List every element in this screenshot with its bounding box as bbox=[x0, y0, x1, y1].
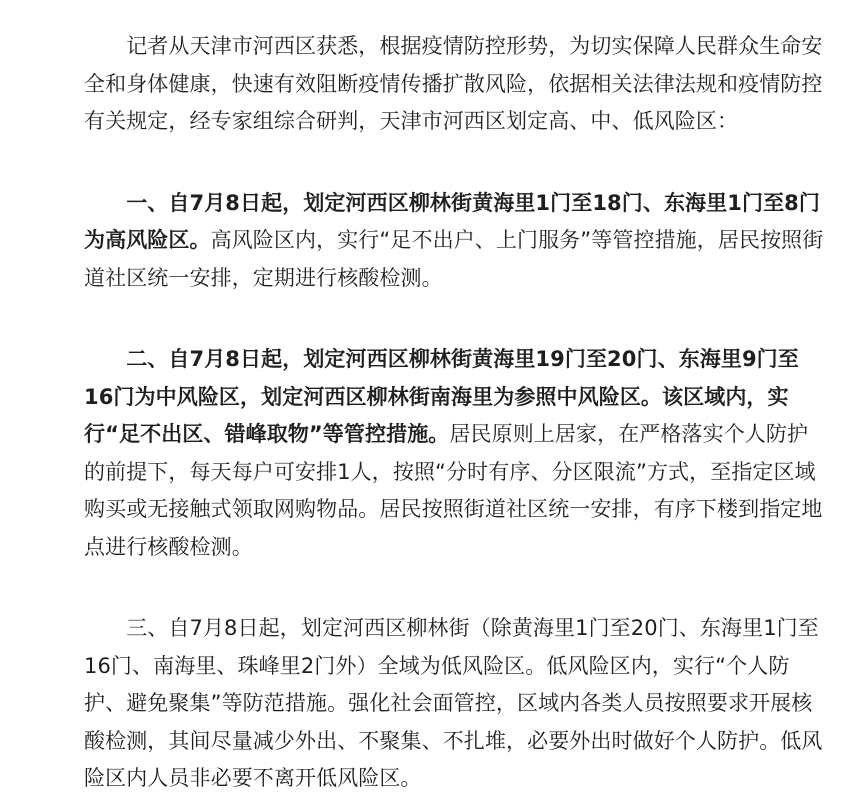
high-risk-text: 高风险区内，实行“足不出户、上门服务”等管控措施，居民按照街道社区统一安排，定期进行核酸检测。 bbox=[84, 228, 824, 290]
high-risk-paragraph bbox=[84, 185, 824, 298]
intro-paragraph bbox=[84, 28, 824, 141]
medium-risk-heading: 二、自7月8日起，划定河西区柳林街黄海里19门至20门、东海里9门至16门为中风险区，划定河西区柳林街南海里为参照中风险区。该区域内，实行“足不出区、错峰取物”等管控措施。 bbox=[84, 347, 799, 446]
paragraph-gap bbox=[84, 141, 824, 185]
medium-risk-text: 居民原则上居家，在严格落实个人防护的前提下，每天每户可安排1人，按照“分时有序、分区限流”方式，至指定区域购买或无接触式领取网购物品。居民按照街道社区统一安排，有序下楼到指定地点进行核酸检测。 bbox=[84, 422, 823, 559]
intro-text: 记者从天津市河西区获悉，根据疫情防控形势，为切实保障人民群众生命安全和身体健康，快速有效阻断疫情传播扩散风险，依据相关法律法规和疫情防控有关规定，经专家组综合研判，天津市河西区划定高、中、低风险区： bbox=[84, 34, 823, 133]
medium-risk-paragraph bbox=[84, 341, 824, 566]
low-risk-text: 三、自7月8日起，划定河西区柳林街（除黄海里1门至20门、东海里1门至16门、南海里、珠峰里2门外）全域为低风险区。低风险区内，实行“个人防护、避免聚集”等防范措施。强化社会面管控，区域内各类人员按照要求开展核酸检测，其间尽量减少外出、不聚集、不扎堆，必要外出时做好个人防护。低风险区内人员非必要不离开低风险区。 bbox=[84, 616, 823, 790]
paragraph-gap bbox=[84, 297, 824, 341]
high-risk-heading: 一、自7月8日起，划定河西区柳林街黄海里1门至18门、东海里1门至8门为高风险区。 bbox=[84, 190, 820, 252]
low-risk-paragraph bbox=[84, 610, 824, 798]
paragraph-gap bbox=[84, 566, 824, 610]
